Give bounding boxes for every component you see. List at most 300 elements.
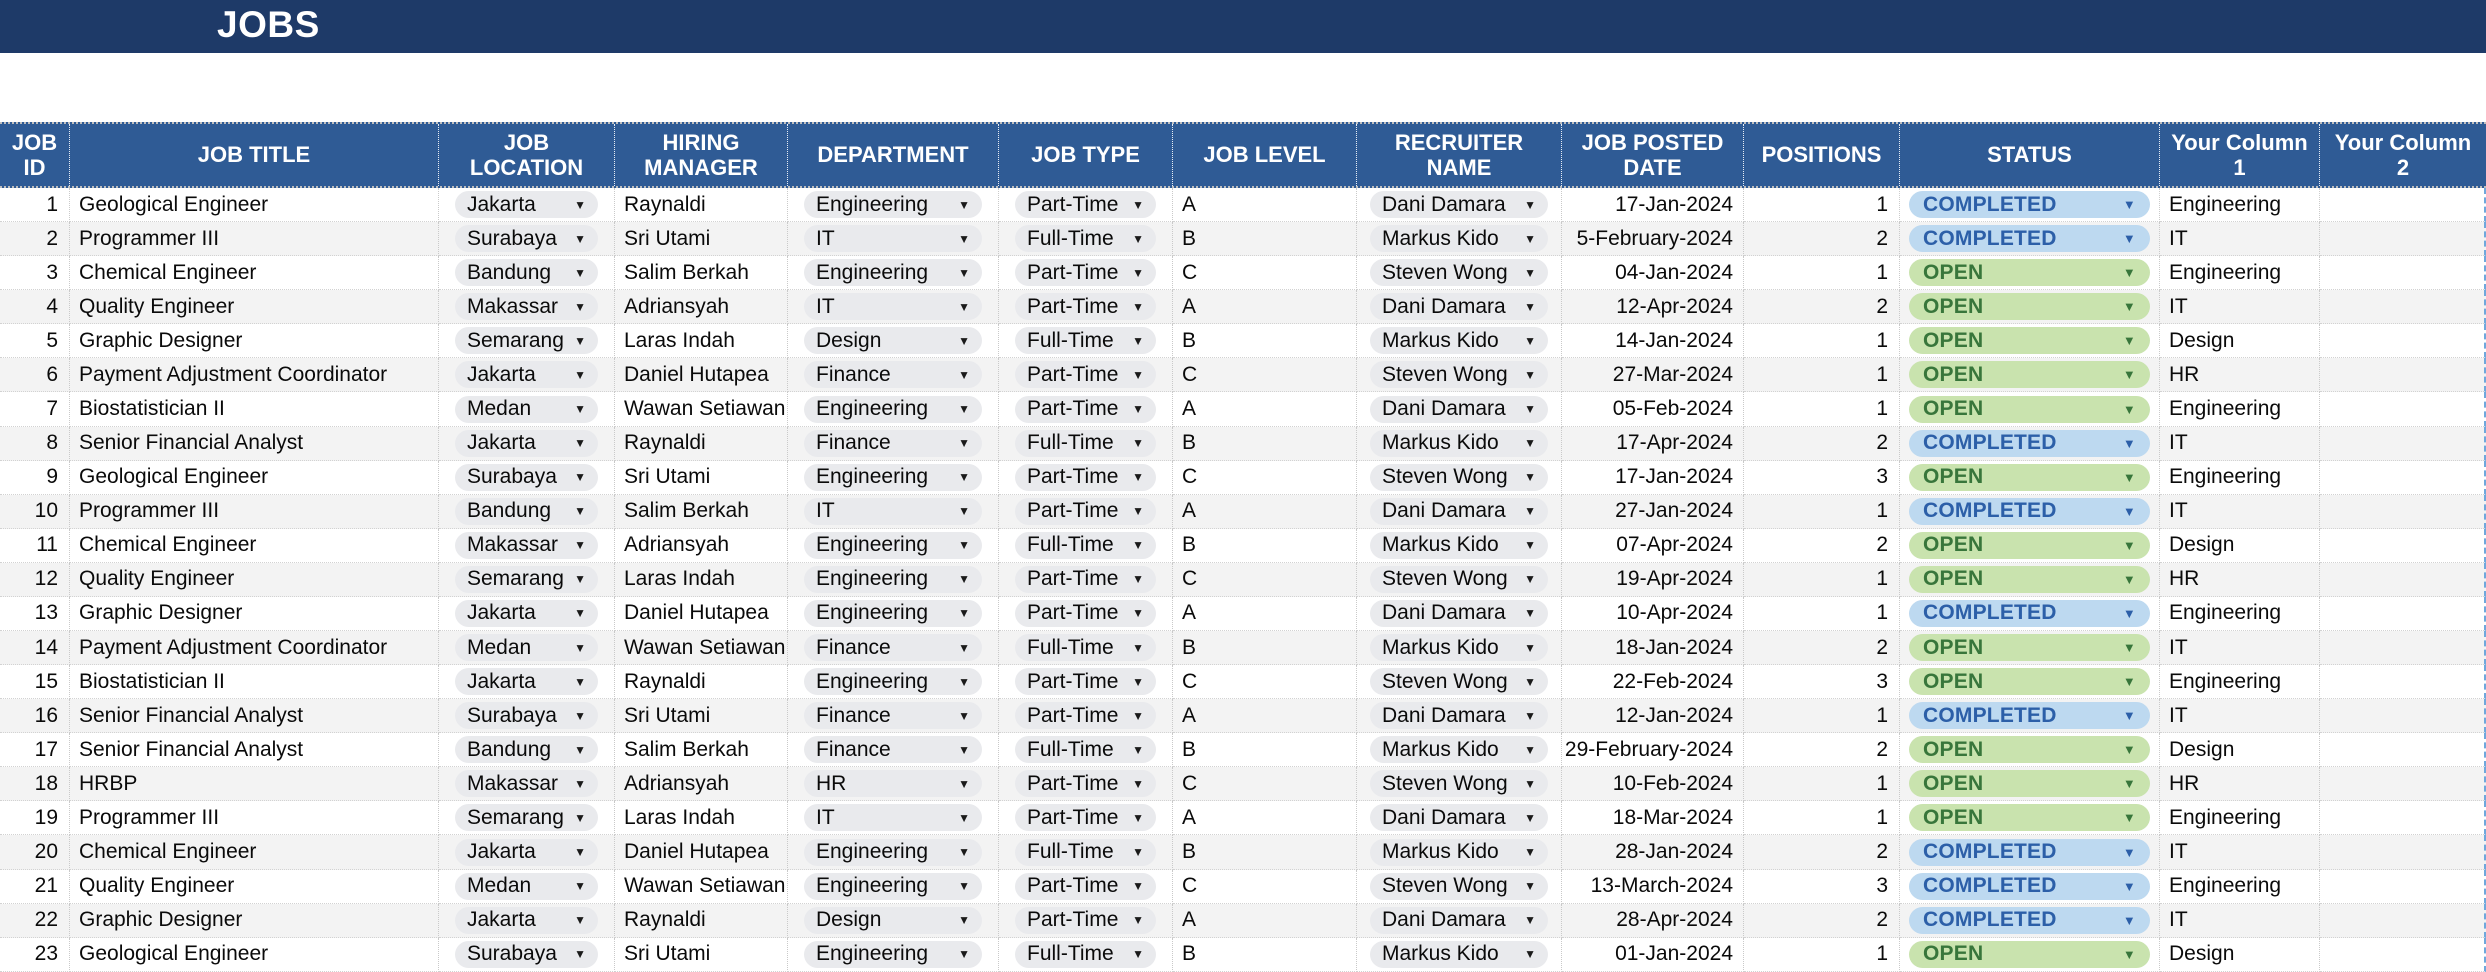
location-dropdown[interactable] <box>455 430 598 457</box>
col2-cell[interactable] <box>2320 222 2486 256</box>
manager-cell[interactable]: Sri Utami <box>615 938 788 972</box>
recruiter-dropdown[interactable] <box>1370 327 1548 354</box>
status-dropdown[interactable] <box>1909 566 2150 593</box>
status-dropdown[interactable] <box>1909 634 2150 661</box>
manager-cell[interactable]: Wawan Setiawan <box>615 631 788 665</box>
positions-cell[interactable]: 1 <box>1744 597 1900 631</box>
department-dropdown[interactable] <box>804 191 982 218</box>
recruiter-dropdown[interactable] <box>1370 498 1548 525</box>
department-dropdown[interactable] <box>804 770 982 797</box>
posted-cell[interactable]: 22-Feb-2024 <box>1562 665 1744 699</box>
positions-cell[interactable]: 1 <box>1744 392 1900 426</box>
location-dropdown[interactable] <box>455 668 598 695</box>
positions-cell[interactable]: 2 <box>1744 222 1900 256</box>
location-dropdown[interactable] <box>455 259 598 286</box>
jobtype-dropdown[interactable] <box>1015 804 1156 831</box>
location-dropdown[interactable] <box>455 907 598 934</box>
jobtype-dropdown[interactable] <box>1015 941 1156 968</box>
posted-cell[interactable]: 18-Jan-2024 <box>1562 631 1744 665</box>
manager-cell[interactable]: Laras Indah <box>615 801 788 835</box>
posted-cell[interactable]: 28-Jan-2024 <box>1562 835 1744 869</box>
level-cell[interactable]: A <box>1173 188 1357 222</box>
col2-cell[interactable] <box>2320 392 2486 426</box>
manager-cell[interactable]: Sri Utami <box>615 222 788 256</box>
status-dropdown[interactable] <box>1909 498 2150 525</box>
col1-cell[interactable]: Design <box>2160 733 2320 767</box>
posted-cell[interactable]: 5-February-2024 <box>1562 222 1744 256</box>
id-cell[interactable]: 11 <box>0 529 70 563</box>
title-cell[interactable]: Quality Engineer <box>70 290 439 324</box>
positions-cell[interactable]: 1 <box>1744 324 1900 358</box>
positions-cell[interactable]: 3 <box>1744 665 1900 699</box>
location-dropdown[interactable] <box>455 600 598 627</box>
department-dropdown[interactable] <box>804 566 982 593</box>
department-dropdown[interactable] <box>804 907 982 934</box>
department-dropdown[interactable] <box>804 498 982 525</box>
posted-cell[interactable]: 28-Apr-2024 <box>1562 904 1744 938</box>
col1-cell[interactable]: Engineering <box>2160 188 2320 222</box>
title-cell[interactable]: Programmer III <box>70 801 439 835</box>
level-cell[interactable]: B <box>1173 733 1357 767</box>
status-dropdown[interactable] <box>1909 464 2150 491</box>
title-cell[interactable]: Payment Adjustment Coordinator <box>70 631 439 665</box>
posted-cell[interactable]: 05-Feb-2024 <box>1562 392 1744 426</box>
posted-cell[interactable]: 12-Jan-2024 <box>1562 699 1744 733</box>
posted-cell[interactable]: 04-Jan-2024 <box>1562 256 1744 290</box>
recruiter-dropdown[interactable] <box>1370 907 1548 934</box>
status-dropdown[interactable] <box>1909 736 2150 763</box>
id-cell[interactable]: 22 <box>0 904 70 938</box>
jobtype-dropdown[interactable] <box>1015 873 1156 900</box>
recruiter-dropdown[interactable] <box>1370 361 1548 388</box>
level-cell[interactable]: C <box>1173 767 1357 801</box>
location-dropdown[interactable] <box>455 839 598 866</box>
level-cell[interactable]: A <box>1173 801 1357 835</box>
jobtype-dropdown[interactable] <box>1015 498 1156 525</box>
location-dropdown[interactable] <box>455 464 598 491</box>
id-cell[interactable]: 16 <box>0 699 70 733</box>
status-dropdown[interactable] <box>1909 668 2150 695</box>
department-dropdown[interactable] <box>804 839 982 866</box>
status-dropdown[interactable] <box>1909 941 2150 968</box>
jobtype-dropdown[interactable] <box>1015 464 1156 491</box>
department-dropdown[interactable] <box>804 941 982 968</box>
title-cell[interactable]: Biostatistician II <box>70 392 439 426</box>
level-cell[interactable]: C <box>1173 256 1357 290</box>
col1-cell[interactable]: HR <box>2160 563 2320 597</box>
jobtype-dropdown[interactable] <box>1015 668 1156 695</box>
col2-cell[interactable] <box>2320 188 2486 222</box>
status-dropdown[interactable] <box>1909 259 2150 286</box>
col1-cell[interactable]: Engineering <box>2160 870 2320 904</box>
department-dropdown[interactable] <box>804 293 982 320</box>
level-cell[interactable]: B <box>1173 631 1357 665</box>
positions-cell[interactable]: 3 <box>1744 461 1900 495</box>
jobtype-dropdown[interactable] <box>1015 225 1156 252</box>
col2-cell[interactable] <box>2320 256 2486 290</box>
posted-cell[interactable]: 27-Jan-2024 <box>1562 495 1744 529</box>
title-cell[interactable]: Graphic Designer <box>70 904 439 938</box>
department-dropdown[interactable] <box>804 464 982 491</box>
title-cell[interactable]: Chemical Engineer <box>70 835 439 869</box>
status-dropdown[interactable] <box>1909 225 2150 252</box>
id-cell[interactable]: 2 <box>0 222 70 256</box>
manager-cell[interactable]: Adriansyah <box>615 767 788 801</box>
location-dropdown[interactable] <box>455 736 598 763</box>
status-dropdown[interactable] <box>1909 361 2150 388</box>
col2-cell[interactable] <box>2320 665 2486 699</box>
recruiter-dropdown[interactable] <box>1370 770 1548 797</box>
recruiter-dropdown[interactable] <box>1370 634 1548 661</box>
manager-cell[interactable]: Wawan Setiawan <box>615 870 788 904</box>
level-cell[interactable]: B <box>1173 835 1357 869</box>
location-dropdown[interactable] <box>455 396 598 423</box>
id-cell[interactable]: 12 <box>0 563 70 597</box>
manager-cell[interactable]: Wawan Setiawan <box>615 392 788 426</box>
department-dropdown[interactable] <box>804 532 982 559</box>
title-cell[interactable]: Biostatistician II <box>70 665 439 699</box>
manager-cell[interactable]: Daniel Hutapea <box>615 597 788 631</box>
title-cell[interactable]: Graphic Designer <box>70 324 439 358</box>
positions-cell[interactable]: 3 <box>1744 870 1900 904</box>
posted-cell[interactable]: 27-Mar-2024 <box>1562 358 1744 392</box>
location-dropdown[interactable] <box>455 498 598 525</box>
jobtype-dropdown[interactable] <box>1015 191 1156 218</box>
jobtype-dropdown[interactable] <box>1015 293 1156 320</box>
department-dropdown[interactable] <box>804 634 982 661</box>
posted-cell[interactable]: 12-Apr-2024 <box>1562 290 1744 324</box>
status-dropdown[interactable] <box>1909 873 2150 900</box>
recruiter-dropdown[interactable] <box>1370 873 1548 900</box>
title-cell[interactable]: Geological Engineer <box>70 938 439 972</box>
status-dropdown[interactable] <box>1909 804 2150 831</box>
level-cell[interactable]: A <box>1173 699 1357 733</box>
jobtype-dropdown[interactable] <box>1015 839 1156 866</box>
title-cell[interactable]: Chemical Engineer <box>70 256 439 290</box>
level-cell[interactable]: C <box>1173 358 1357 392</box>
posted-cell[interactable]: 07-Apr-2024 <box>1562 529 1744 563</box>
jobtype-dropdown[interactable] <box>1015 566 1156 593</box>
department-dropdown[interactable] <box>804 361 982 388</box>
id-cell[interactable]: 23 <box>0 938 70 972</box>
status-dropdown[interactable] <box>1909 839 2150 866</box>
col1-cell[interactable]: IT <box>2160 495 2320 529</box>
id-cell[interactable]: 18 <box>0 767 70 801</box>
col1-cell[interactable]: HR <box>2160 767 2320 801</box>
col1-cell[interactable]: IT <box>2160 835 2320 869</box>
department-dropdown[interactable] <box>804 600 982 627</box>
col1-cell[interactable]: Engineering <box>2160 665 2320 699</box>
id-cell[interactable]: 3 <box>0 256 70 290</box>
positions-cell[interactable]: 2 <box>1744 835 1900 869</box>
col2-cell[interactable] <box>2320 870 2486 904</box>
level-cell[interactable]: A <box>1173 597 1357 631</box>
title-cell[interactable]: Senior Financial Analyst <box>70 733 439 767</box>
positions-cell[interactable]: 1 <box>1744 358 1900 392</box>
location-dropdown[interactable] <box>455 361 598 388</box>
col1-cell[interactable]: Engineering <box>2160 461 2320 495</box>
manager-cell[interactable]: Adriansyah <box>615 529 788 563</box>
location-dropdown[interactable] <box>455 941 598 968</box>
recruiter-dropdown[interactable] <box>1370 804 1548 831</box>
posted-cell[interactable]: 19-Apr-2024 <box>1562 563 1744 597</box>
manager-cell[interactable]: Salim Berkah <box>615 256 788 290</box>
col1-cell[interactable]: IT <box>2160 427 2320 461</box>
level-cell[interactable]: A <box>1173 904 1357 938</box>
id-cell[interactable]: 5 <box>0 324 70 358</box>
title-cell[interactable]: Senior Financial Analyst <box>70 427 439 461</box>
manager-cell[interactable]: Laras Indah <box>615 324 788 358</box>
col2-cell[interactable] <box>2320 699 2486 733</box>
manager-cell[interactable]: Sri Utami <box>615 699 788 733</box>
recruiter-dropdown[interactable] <box>1370 532 1548 559</box>
positions-cell[interactable]: 1 <box>1744 699 1900 733</box>
level-cell[interactable]: B <box>1173 529 1357 563</box>
title-cell[interactable]: HRBP <box>70 767 439 801</box>
col2-cell[interactable] <box>2320 904 2486 938</box>
department-dropdown[interactable] <box>804 736 982 763</box>
jobtype-dropdown[interactable] <box>1015 361 1156 388</box>
id-cell[interactable]: 17 <box>0 733 70 767</box>
department-dropdown[interactable] <box>804 327 982 354</box>
status-dropdown[interactable] <box>1909 191 2150 218</box>
department-dropdown[interactable] <box>804 668 982 695</box>
col2-cell[interactable] <box>2320 495 2486 529</box>
manager-cell[interactable]: Sri Utami <box>615 461 788 495</box>
positions-cell[interactable]: 2 <box>1744 904 1900 938</box>
posted-cell[interactable]: 18-Mar-2024 <box>1562 801 1744 835</box>
col2-cell[interactable] <box>2320 835 2486 869</box>
posted-cell[interactable]: 14-Jan-2024 <box>1562 324 1744 358</box>
title-cell[interactable]: Programmer III <box>70 222 439 256</box>
id-cell[interactable]: 10 <box>0 495 70 529</box>
status-dropdown[interactable] <box>1909 702 2150 729</box>
status-dropdown[interactable] <box>1909 600 2150 627</box>
location-dropdown[interactable] <box>455 770 598 797</box>
status-dropdown[interactable] <box>1909 532 2150 559</box>
col2-cell[interactable] <box>2320 461 2486 495</box>
department-dropdown[interactable] <box>804 225 982 252</box>
department-dropdown[interactable] <box>804 259 982 286</box>
level-cell[interactable]: B <box>1173 938 1357 972</box>
id-cell[interactable]: 4 <box>0 290 70 324</box>
recruiter-dropdown[interactable] <box>1370 668 1548 695</box>
id-cell[interactable]: 15 <box>0 665 70 699</box>
posted-cell[interactable]: 01-Jan-2024 <box>1562 938 1744 972</box>
id-cell[interactable]: 9 <box>0 461 70 495</box>
col1-cell[interactable]: IT <box>2160 290 2320 324</box>
recruiter-dropdown[interactable] <box>1370 430 1548 457</box>
title-cell[interactable]: Geological Engineer <box>70 461 439 495</box>
jobtype-dropdown[interactable] <box>1015 532 1156 559</box>
positions-cell[interactable]: 2 <box>1744 529 1900 563</box>
level-cell[interactable]: A <box>1173 392 1357 426</box>
chevron-down-icon: ▼ <box>958 640 970 655</box>
title-cell[interactable]: Graphic Designer <box>70 597 439 631</box>
col2-cell[interactable] <box>2320 767 2486 801</box>
level-cell[interactable]: C <box>1173 563 1357 597</box>
recruiter-dropdown[interactable] <box>1370 566 1548 593</box>
col2-cell[interactable] <box>2320 529 2486 563</box>
posted-cell[interactable]: 29-February-2024 <box>1562 733 1744 767</box>
level-cell[interactable]: C <box>1173 870 1357 904</box>
status-dropdown[interactable] <box>1909 907 2150 934</box>
department-dropdown[interactable] <box>804 804 982 831</box>
recruiter-dropdown[interactable] <box>1370 225 1548 252</box>
recruiter-dropdown[interactable] <box>1370 600 1548 627</box>
col1-cell[interactable]: IT <box>2160 904 2320 938</box>
recruiter-dropdown[interactable] <box>1370 293 1548 320</box>
recruiter-dropdown[interactable] <box>1370 839 1548 866</box>
location-dropdown[interactable] <box>455 327 598 354</box>
manager-cell[interactable]: Raynaldi <box>615 188 788 222</box>
status-dropdown[interactable] <box>1909 770 2150 797</box>
location-dropdown[interactable] <box>455 702 598 729</box>
posted-cell[interactable]: 13-March-2024 <box>1562 870 1744 904</box>
recruiter-dropdown[interactable] <box>1370 464 1548 491</box>
level-cell[interactable]: B <box>1173 427 1357 461</box>
recruiter-dropdown[interactable] <box>1370 736 1548 763</box>
level-cell[interactable]: C <box>1173 461 1357 495</box>
posted-cell[interactable]: 10-Feb-2024 <box>1562 767 1744 801</box>
id-cell[interactable]: 14 <box>0 631 70 665</box>
positions-cell[interactable]: 1 <box>1744 938 1900 972</box>
title-cell[interactable]: Quality Engineer <box>70 563 439 597</box>
recruiter-dropdown[interactable] <box>1370 259 1548 286</box>
jobtype-dropdown[interactable] <box>1015 259 1156 286</box>
department-dropdown[interactable] <box>804 396 982 423</box>
location-dropdown[interactable] <box>455 293 598 320</box>
manager-cell[interactable]: Salim Berkah <box>615 495 788 529</box>
positions-cell[interactable]: 1 <box>1744 495 1900 529</box>
recruiter-dropdown[interactable] <box>1370 941 1548 968</box>
location-dropdown[interactable] <box>455 225 598 252</box>
posted-cell[interactable]: 17-Jan-2024 <box>1562 188 1744 222</box>
manager-cell[interactable]: Raynaldi <box>615 904 788 938</box>
manager-cell[interactable]: Salim Berkah <box>615 733 788 767</box>
status-dropdown[interactable] <box>1909 396 2150 423</box>
title-cell[interactable]: Quality Engineer <box>70 870 439 904</box>
title-cell[interactable]: Payment Adjustment Coordinator <box>70 358 439 392</box>
positions-cell[interactable]: 1 <box>1744 801 1900 835</box>
positions-cell[interactable]: 1 <box>1744 188 1900 222</box>
id-cell[interactable]: 21 <box>0 870 70 904</box>
manager-cell[interactable]: Raynaldi <box>615 665 788 699</box>
id-cell[interactable]: 20 <box>0 835 70 869</box>
level-cell[interactable]: A <box>1173 290 1357 324</box>
jobtype-dropdown[interactable] <box>1015 327 1156 354</box>
id-cell[interactable]: 19 <box>0 801 70 835</box>
title-cell[interactable]: Geological Engineer <box>70 188 439 222</box>
status-dropdown[interactable] <box>1909 327 2150 354</box>
department-dropdown[interactable] <box>804 702 982 729</box>
level-cell[interactable]: C <box>1173 665 1357 699</box>
jobtype-dropdown[interactable] <box>1015 634 1156 661</box>
level-cell[interactable]: A <box>1173 495 1357 529</box>
col2-cell[interactable] <box>2320 801 2486 835</box>
title-cell[interactable]: Chemical Engineer <box>70 529 439 563</box>
col2-cell[interactable] <box>2320 358 2486 392</box>
posted-cell[interactable]: 10-Apr-2024 <box>1562 597 1744 631</box>
col2-cell[interactable] <box>2320 938 2486 972</box>
location-dropdown[interactable] <box>455 191 598 218</box>
id-cell[interactable]: 7 <box>0 392 70 426</box>
id-cell[interactable]: 13 <box>0 597 70 631</box>
col1-cell[interactable]: Engineering <box>2160 597 2320 631</box>
jobtype-dropdown[interactable] <box>1015 770 1156 797</box>
jobtype-dropdown[interactable] <box>1015 430 1156 457</box>
location-dropdown[interactable] <box>455 873 598 900</box>
manager-cell[interactable]: Raynaldi <box>615 427 788 461</box>
jobtype-dropdown[interactable] <box>1015 396 1156 423</box>
id-cell[interactable]: 1 <box>0 188 70 222</box>
positions-cell[interactable]: 2 <box>1744 733 1900 767</box>
positions-cell[interactable]: 2 <box>1744 427 1900 461</box>
col2-cell[interactable] <box>2320 290 2486 324</box>
col1-cell[interactable]: Engineering <box>2160 256 2320 290</box>
title-cell[interactable]: Senior Financial Analyst <box>70 699 439 733</box>
positions-cell[interactable]: 2 <box>1744 631 1900 665</box>
col1-cell[interactable]: IT <box>2160 699 2320 733</box>
col1-cell[interactable]: HR <box>2160 358 2320 392</box>
location-dropdown[interactable] <box>455 804 598 831</box>
col2-cell[interactable] <box>2320 631 2486 665</box>
col2-cell[interactable] <box>2320 427 2486 461</box>
positions-cell[interactable]: 2 <box>1744 290 1900 324</box>
posted-cell[interactable]: 17-Apr-2024 <box>1562 427 1744 461</box>
recruiter-dropdown[interactable] <box>1370 396 1548 423</box>
col2-cell[interactable] <box>2320 563 2486 597</box>
jobtype-dropdown[interactable] <box>1015 736 1156 763</box>
col1-cell[interactable]: Design <box>2160 324 2320 358</box>
jobtype-dropdown[interactable] <box>1015 702 1156 729</box>
department-dropdown[interactable] <box>804 430 982 457</box>
col2-cell[interactable] <box>2320 324 2486 358</box>
col2-cell[interactable] <box>2320 597 2486 631</box>
id-cell[interactable]: 8 <box>0 427 70 461</box>
col1-cell[interactable]: Engineering <box>2160 801 2320 835</box>
col1-cell[interactable]: Design <box>2160 529 2320 563</box>
manager-cell[interactable]: Laras Indah <box>615 563 788 597</box>
manager-cell[interactable]: Adriansyah <box>615 290 788 324</box>
col1-cell[interactable]: Engineering <box>2160 392 2320 426</box>
level-cell[interactable]: B <box>1173 324 1357 358</box>
location-dropdown[interactable] <box>455 566 598 593</box>
title-cell[interactable]: Programmer III <box>70 495 439 529</box>
positions-cell[interactable]: 1 <box>1744 767 1900 801</box>
positions-cell[interactable]: 1 <box>1744 563 1900 597</box>
status-dropdown[interactable] <box>1909 430 2150 457</box>
recruiter-dropdown[interactable] <box>1370 191 1548 218</box>
department-dropdown[interactable] <box>804 873 982 900</box>
manager-cell[interactable]: Daniel Hutapea <box>615 835 788 869</box>
col1-cell[interactable]: IT <box>2160 631 2320 665</box>
positions-cell[interactable]: 1 <box>1744 256 1900 290</box>
col1-cell[interactable]: IT <box>2160 222 2320 256</box>
recruiter-dropdown[interactable] <box>1370 702 1548 729</box>
col1-cell[interactable]: Design <box>2160 938 2320 972</box>
jobtype-dropdown[interactable] <box>1015 600 1156 627</box>
jobtype-dropdown[interactable] <box>1015 907 1156 934</box>
manager-cell[interactable]: Daniel Hutapea <box>615 358 788 392</box>
level-cell[interactable]: B <box>1173 222 1357 256</box>
location-dropdown[interactable] <box>455 532 598 559</box>
location-dropdown[interactable] <box>455 634 598 661</box>
id-cell[interactable]: 6 <box>0 358 70 392</box>
posted-cell[interactable]: 17-Jan-2024 <box>1562 461 1744 495</box>
status-dropdown[interactable] <box>1909 293 2150 320</box>
col2-cell[interactable] <box>2320 733 2486 767</box>
